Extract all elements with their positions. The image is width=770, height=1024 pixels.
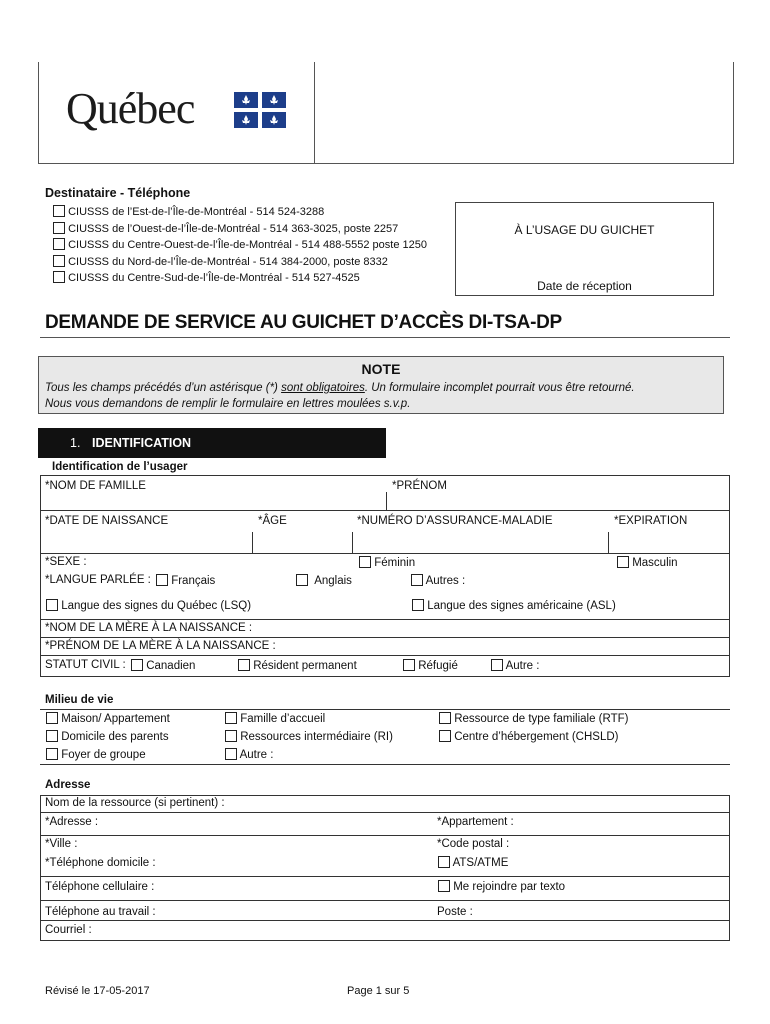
nam-field[interactable]: *NUMÉRO D’ASSURANCE-MALADIE [357, 515, 553, 527]
checkbox[interactable] [46, 599, 58, 611]
cellulaire-field[interactable]: Téléphone cellulaire : [45, 881, 155, 893]
tel-domicile-field[interactable]: *Téléphone domicile : [45, 857, 156, 869]
expiration-field[interactable]: *EXPIRATION [614, 515, 688, 527]
sexe-label: *SEXE : [45, 556, 87, 568]
destinataire-item[interactable]: CIUSSS du Centre-Ouest-de-l’Île-de-Montréal - 514 488-5552 poste 1250 [53, 237, 427, 254]
poste-field[interactable]: Poste : [437, 906, 473, 918]
id-vline [386, 492, 387, 510]
footer-revise: Révisé le 17-05-2017 [45, 985, 150, 997]
age-field[interactable]: *ÂGE [258, 515, 287, 527]
checkbox[interactable] [53, 238, 65, 250]
maison-option[interactable]: Maison/ Appartement [46, 712, 170, 725]
header-divider [314, 62, 315, 164]
resident-option[interactable]: Résident permanent [238, 659, 357, 672]
prenom-field[interactable]: *PRÉNOM [392, 480, 447, 492]
masculin-option[interactable]: Masculin [617, 556, 678, 569]
autre-statut-option[interactable]: Autre : [491, 659, 539, 672]
ville-field[interactable]: *Ville : [45, 838, 78, 850]
nom-field[interactable]: *NOM DE FAMILLE [45, 480, 146, 492]
asl-option[interactable]: Langue des signes américaine (ASL) [412, 599, 616, 612]
texto-option[interactable]: Me rejoindre par texto [438, 880, 565, 893]
id-hline-3 [40, 619, 730, 620]
section-subtitle: Identification de l’usager [52, 461, 188, 473]
note-box [38, 356, 724, 414]
refugie-option[interactable]: Réfugié [403, 659, 458, 672]
adr-hline [40, 876, 730, 877]
prenom-mere-field[interactable]: *PRÉNOM DE LA MÈRE À LA NAISSANCE : [45, 640, 276, 652]
id-vline [608, 532, 609, 553]
adresse-field[interactable]: *Adresse : [45, 816, 99, 828]
checkbox[interactable] [225, 730, 237, 742]
code-postal-field[interactable]: *Code postal : [437, 838, 510, 850]
checkbox[interactable] [46, 712, 58, 724]
feminin-option[interactable]: Féminin [359, 556, 415, 569]
quebec-flag-icon [234, 92, 286, 128]
milieu-title: Milieu de vie [45, 694, 114, 706]
nom-mere-field[interactable]: *NOM DE LA MÈRE À LA NAISSANCE : [45, 622, 253, 634]
checkbox[interactable] [438, 856, 450, 868]
destinataire-item[interactable]: CIUSSS du Nord-de-l’Île-de-Montréal - 514 384-2000, poste 8332 [53, 254, 427, 271]
checkbox[interactable] [46, 748, 58, 760]
autres-option[interactable]: Autres : [411, 574, 465, 587]
note-title: NOTE [361, 361, 401, 377]
milieu-rule [40, 764, 730, 765]
id-hline-5 [40, 655, 730, 656]
parents-option[interactable]: Domicile des parents [46, 730, 169, 743]
travail-field[interactable]: Téléphone au travail : [45, 906, 156, 918]
date-naissance-field[interactable]: *DATE DE NAISSANCE [45, 515, 169, 527]
checkbox[interactable] [296, 574, 308, 586]
page-title: DEMANDE DE SERVICE AU GUICHET D’ACCÈS DI-TSA-DP [45, 312, 562, 333]
id-hline-2 [40, 553, 730, 554]
guichet-date: Date de réception [537, 279, 632, 293]
checkbox[interactable] [53, 222, 65, 234]
adr-hline [40, 900, 730, 901]
id-hline-4 [40, 637, 730, 638]
guichet-box [455, 202, 714, 296]
checkbox[interactable] [439, 712, 451, 724]
destinataire-item[interactable]: CIUSSS de l’Ouest-de-l’Île-de-Montréal - 514 363-3025, poste 2257 [53, 221, 427, 238]
statut-label: STATUT CIVIL : [45, 659, 126, 671]
destinataire-list [53, 204, 427, 287]
checkbox[interactable] [53, 205, 65, 217]
adresse-title: Adresse [45, 779, 91, 791]
checkbox[interactable] [46, 730, 58, 742]
checkbox[interactable] [491, 659, 503, 671]
foyer-option[interactable]: Foyer de groupe [46, 748, 146, 761]
checkbox[interactable] [439, 730, 451, 742]
ats-option[interactable]: ATS/ATME [438, 856, 508, 869]
checkbox[interactable] [131, 659, 143, 671]
quebec-logo [66, 84, 194, 134]
adr-hline [40, 812, 730, 813]
famille-option[interactable]: Famille d’accueil [225, 712, 325, 725]
section-header [38, 428, 386, 458]
adr-hline [40, 835, 730, 836]
autre-milieu-option[interactable]: Autre : [225, 748, 273, 761]
ressource-field[interactable]: Nom de la ressource (si pertinent) : [45, 797, 225, 809]
anglais-option[interactable]: Anglais [296, 574, 352, 587]
checkbox[interactable] [359, 556, 371, 568]
note-line-1: Tous les champs précédés d’un astérisque (*) sont obligatoires. Un formulaire incomplet pourrait vous être retourné. [45, 382, 635, 394]
section-number: 1. [70, 436, 81, 450]
appartement-field[interactable]: *Appartement : [437, 816, 514, 828]
checkbox[interactable] [156, 574, 168, 586]
id-vline [252, 532, 253, 553]
checkbox[interactable] [411, 574, 423, 586]
footer-page: Page 1 sur 5 [347, 985, 410, 997]
adr-hline [40, 920, 730, 921]
checkbox[interactable] [225, 748, 237, 760]
id-hline-1 [40, 510, 730, 511]
lsq-option[interactable]: Langue des signes du Québec (LSQ) [46, 599, 251, 612]
section-title: IDENTIFICATION [92, 436, 192, 450]
checkbox[interactable] [403, 659, 415, 671]
id-vline [352, 532, 353, 553]
checkbox[interactable] [238, 659, 250, 671]
checkbox[interactable] [438, 880, 450, 892]
chsld-option[interactable]: Centre d’hébergement (CHSLD) [439, 730, 618, 743]
logo-text: Québec [66, 84, 195, 133]
checkbox[interactable] [412, 599, 424, 611]
canadien-option[interactable]: Canadien [131, 659, 195, 672]
destinataire-title: Destinataire - Téléphone [45, 186, 191, 200]
francais-option[interactable]: Français [156, 574, 215, 587]
checkbox[interactable] [53, 271, 65, 283]
title-rule [40, 337, 730, 338]
ri-option[interactable]: Ressources intermédiaire (RI) [225, 730, 393, 743]
destinataire-item[interactable]: CIUSSS de l’Est-de-l’Île-de-Montréal - 514 524-3288 [53, 204, 427, 221]
courriel-field[interactable]: Courriel : [45, 924, 92, 936]
checkbox[interactable] [225, 712, 237, 724]
checkbox[interactable] [617, 556, 629, 568]
checkbox[interactable] [53, 255, 65, 267]
destinataire-item[interactable]: CIUSSS du Centre-Sud-de-l’Île-de-Montréal - 514 527-4525 [53, 270, 427, 287]
langue-label: *LANGUE PARLÉE : [45, 574, 151, 586]
rtf-option[interactable]: Ressource de type familiale (RTF) [439, 712, 628, 725]
note-line-2: Nous vous demandons de remplir le formulaire en lettres moulées s.v.p. [45, 398, 411, 410]
guichet-title: À L’USAGE DU GUICHET [514, 223, 655, 237]
